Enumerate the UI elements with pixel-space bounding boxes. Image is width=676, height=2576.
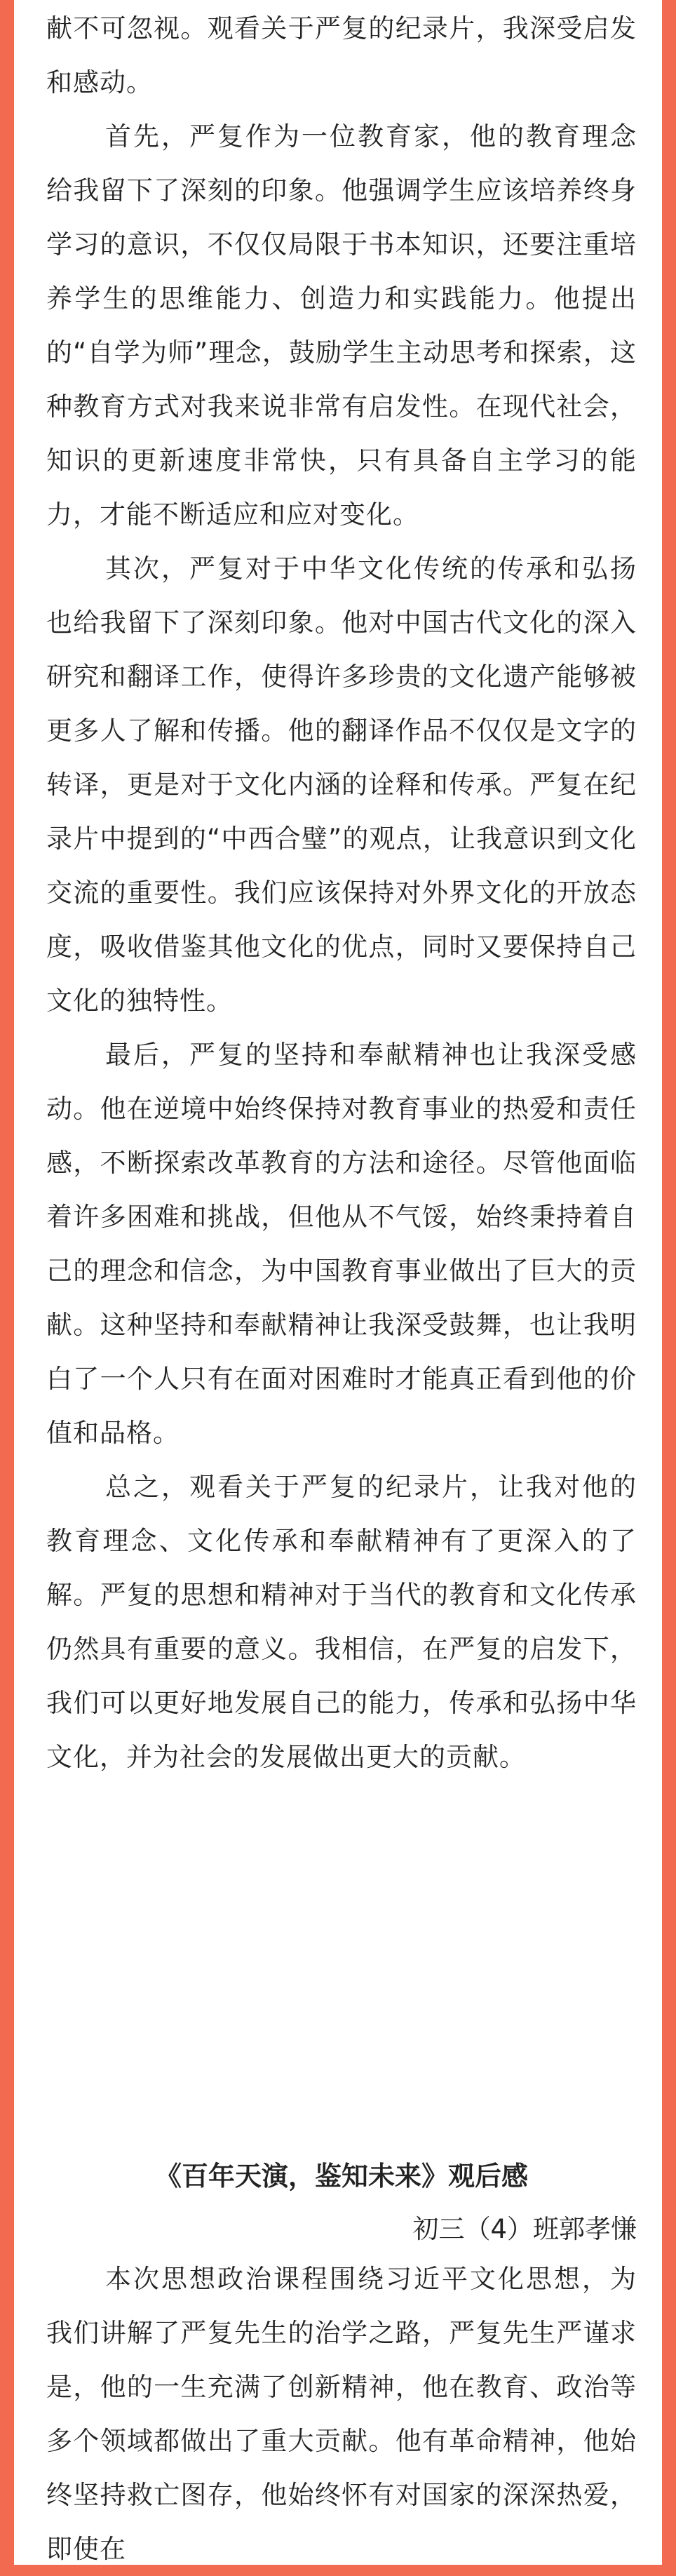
essay-1 bbox=[46, 1, 637, 1784]
essay-1-paragraph-dedication: 最后，严复的坚持和奉献精神也让我深受感动。他在逆境中始终保持对教育事业的热爱和责任感，不断探索改革教育的方法和途径。尽管他面临着许多困难和挑战，但他从不气馁，始终秉持着自己的理念和信念，为中国教育事业做出了巨大的贡献。这种坚持和奉献精神让我深受鼓舞，也让我明白了一个人只有在面对困难时才能真正看到他的价值和品格。 bbox=[46, 1040, 637, 1448]
essay-2-paragraph: 本次思想政治课程围绕习近平文化思想，为我们讲解了严复先生的治学之路，严复先生严谨求是，他的一生充满了创新精神，他在教育、政治等多个领域都做出了重大贡献。他有革命精神，他始终坚持救亡图存，他始终怀有对国家的深深热爱，即使在 bbox=[46, 2264, 637, 2564]
essay-1-paragraph-culture: 其次，严复对于中华文化传统的传承和弘扬也给我留下了深刻印象。他对中国古代文化的深入研究和翻译工作，使得许多珍贵的文化遗产能够被更多人了解和传播。他的翻译作品不仅仅是文字的转译，更是对于文化内涵的诠释和传承。严复在纪录片中提到的“中西合璧”的观点，让我意识到文化交流的重要性。我们应该保持对外界文化的开放态度，吸收借鉴其他文化的优点，同时又要保持自己文化的独特性。 bbox=[46, 554, 637, 1016]
essay-1-intro-tail: 献不可忽视。观看关于严复的纪录片，我深受启发和感动。 bbox=[46, 13, 637, 98]
essay-2-title: 《百年天演，鉴知未来》观后感 bbox=[154, 2161, 528, 2192]
essay-1-paragraph-conclusion: 总之，观看关于严复的纪录片，让我对他的教育理念、文化传承和奉献精神有了更深入的了解。严复的思想和精神对于当代的教育和文化传承仍然具有重要的意义。我相信，在严复的启发下，我们可以更好地发展自己的能力，传承和弘扬中华文化，并为社会的发展做出更大的贡献。 bbox=[46, 1472, 637, 1772]
essay-1-paragraph-education: 首先，严复作为一位教育家，他的教育理念给我留下了深刻的印象。他强调学生应该培养终身学习的意识，不仅仅局限于书本知识，还要注重培养学生的思维能力、创造力和实践能力。他提出的“自学为师”理念，鼓励学生主动思考和探索，这种教育方式对我来说非常有启发性。在现代社会，知识的更新速度非常快，只有具备自主学习的能力，才能不断适应和应对变化。 bbox=[46, 121, 637, 530]
article-page bbox=[14, 0, 662, 2565]
essay-2-author: 初三（4）班郭孝慊 bbox=[412, 2214, 637, 2244]
